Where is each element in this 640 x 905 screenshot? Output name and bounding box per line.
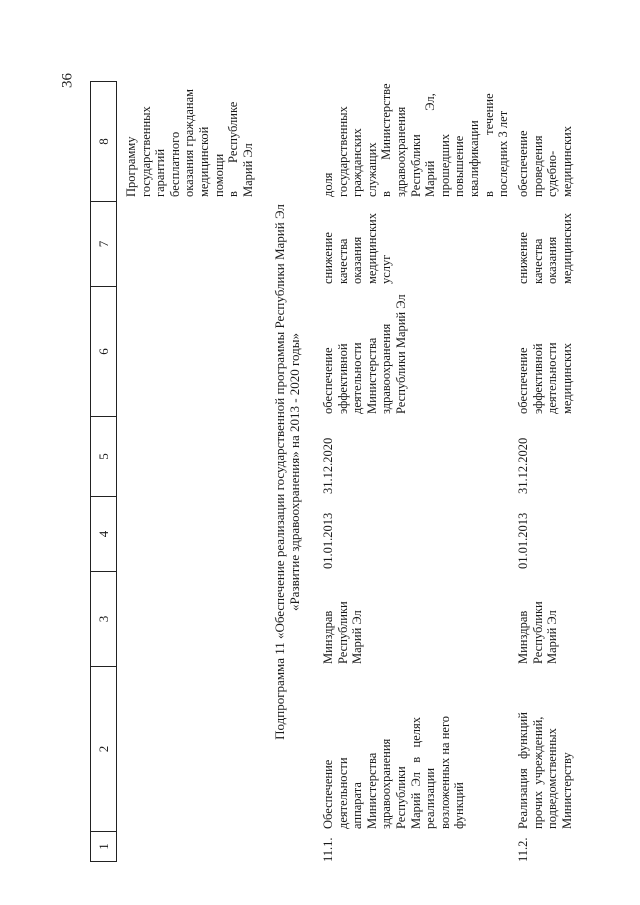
row-number: 11.1.	[321, 837, 335, 862]
col-header-6: 6	[91, 287, 116, 417]
row-indicator: обеспечение проведения судебно- медицинских	[516, 126, 574, 197]
row-end-date: 31.12.2020	[516, 437, 530, 494]
row-executor: Минздрав Республики Марий Эл	[516, 601, 560, 664]
rotated-table-area	[90, 82, 600, 862]
row-number: 11.2.	[516, 837, 530, 862]
row-executor: Минздрав Республики Марий Эл	[321, 601, 365, 664]
row-start-date: 01.01.2013	[321, 512, 335, 569]
col-header-4: 4	[91, 497, 116, 572]
col-header-1: 1	[91, 832, 116, 862]
subprogram-title-line2: «Развитие здравоохранения» на 2013 - 2020 годы»	[287, 332, 302, 612]
col-header-3: 3	[91, 572, 116, 667]
row-expected-result: обеспечение эффективной деятельности медицинских	[516, 342, 574, 414]
row-consequence: снижение качества оказания медицинских	[516, 213, 574, 284]
row-start-date: 01.01.2013	[516, 512, 530, 569]
col-header-8: 8	[91, 82, 116, 202]
col-header-7: 7	[91, 202, 116, 287]
row-indicator: доля государственных гражданских служащих в Министерстве здравоохранения Республики Марий Эл, прошедших повышение квалификации в течение последних 3 лет	[321, 83, 511, 197]
page-number: 36	[59, 73, 76, 88]
row-activity-name: Реализация функций прочих учреждений, подведомственных Министерству	[516, 712, 574, 829]
subprogram-title-line1: Подпрограмма 11 «Обеспечение реализации государственной программы Республики Марий Эл	[272, 204, 287, 740]
row-activity-name: Обеспечение деятельности аппарата Министерства здравоохранения Республики Марий Эл в целях реализации возложенных на него функций	[321, 715, 467, 829]
col-header-2: 2	[91, 667, 116, 832]
table-header	[90, 81, 117, 862]
row-end-date: 31.12.2020	[321, 437, 335, 494]
col-header-5: 5	[91, 417, 116, 497]
row-expected-result: обеспечение эффективной деятельности Министерства здравоохранения Республики Марий Эл	[321, 294, 408, 414]
carryover-indicator-text: Программу государственных гарантий бесплатного оказания гражданам медицинской помощи в Республике Марий Эл	[124, 88, 255, 197]
row-consequence: снижение качества оказания медицинских услуг	[321, 213, 394, 284]
